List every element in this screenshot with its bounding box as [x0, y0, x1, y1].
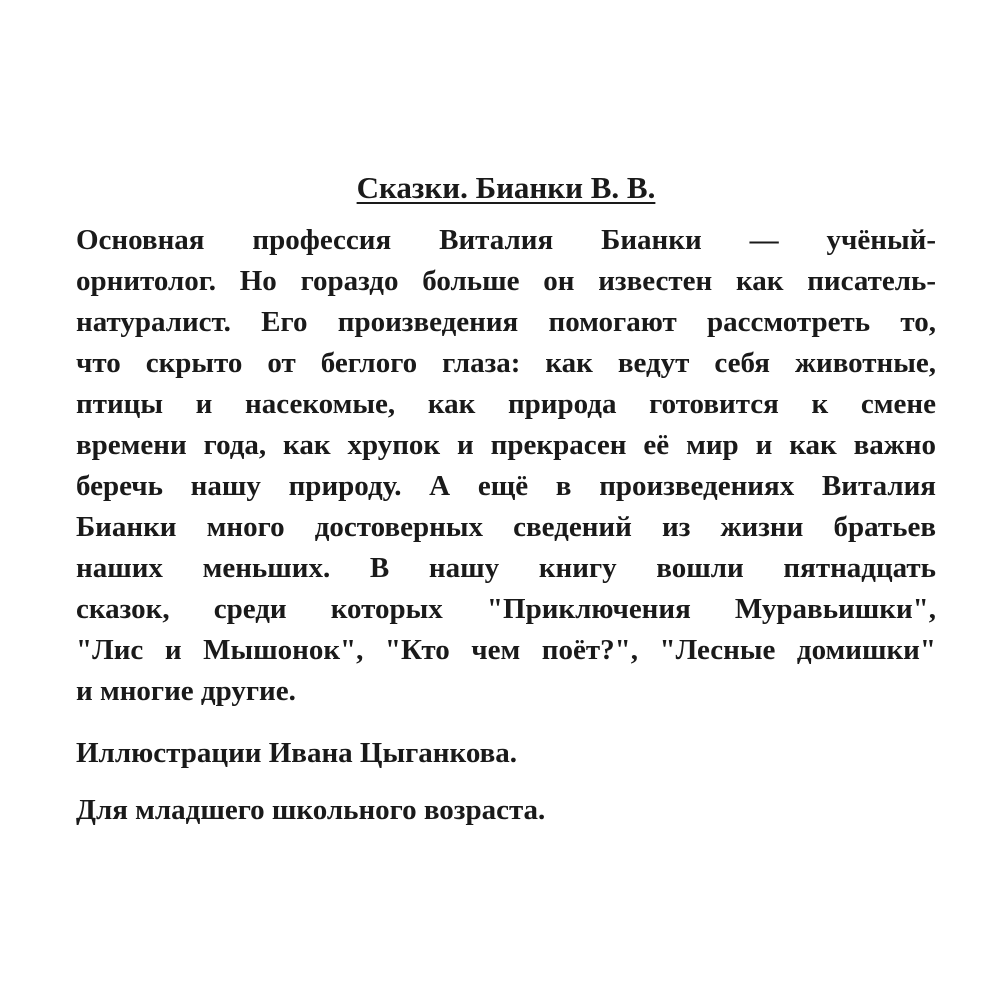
- document-title-text: Сказки. Бианки В. В.: [356, 170, 656, 205]
- description-line: Бианки много достоверных сведений из жизни братьев: [76, 511, 936, 543]
- description-paragraph: [76, 220, 936, 712]
- description-line: времени года, как хрупок и прекрасен её мир и как важно: [76, 429, 936, 461]
- description-line: сказок, среди которых "Приключения Муравьишки",: [76, 593, 936, 625]
- description-line: "Лис и Мышонок", "Кто чем поёт?", "Лесные домишки": [76, 634, 936, 666]
- age-group-note: Для младшего школьного возраста.: [76, 794, 546, 826]
- description-line: орнитолог. Но гораздо больше он известен как писатель-: [76, 265, 936, 297]
- description-line: Основная профессия Виталия Бианки — учёный-: [76, 224, 936, 256]
- description-line: и многие другие.: [76, 675, 296, 707]
- description-line: что скрыто от беглого глаза: как ведут себя животные,: [76, 347, 936, 379]
- description-line: птицы и насекомые, как природа готовится к смене: [76, 388, 936, 420]
- description-line: натуралист. Его произведения помогают рассмотреть то,: [76, 306, 936, 338]
- document-title: [76, 168, 936, 208]
- description-line: беречь нашу природу. А ещё в произведениях Виталия: [76, 470, 936, 502]
- description-line: наших меньших. В нашу книгу вошли пятнадцать: [76, 552, 936, 584]
- illustrations-credit: Иллюстрации Ивана Цыганкова.: [76, 737, 518, 769]
- document-page: [76, 0, 936, 1000]
